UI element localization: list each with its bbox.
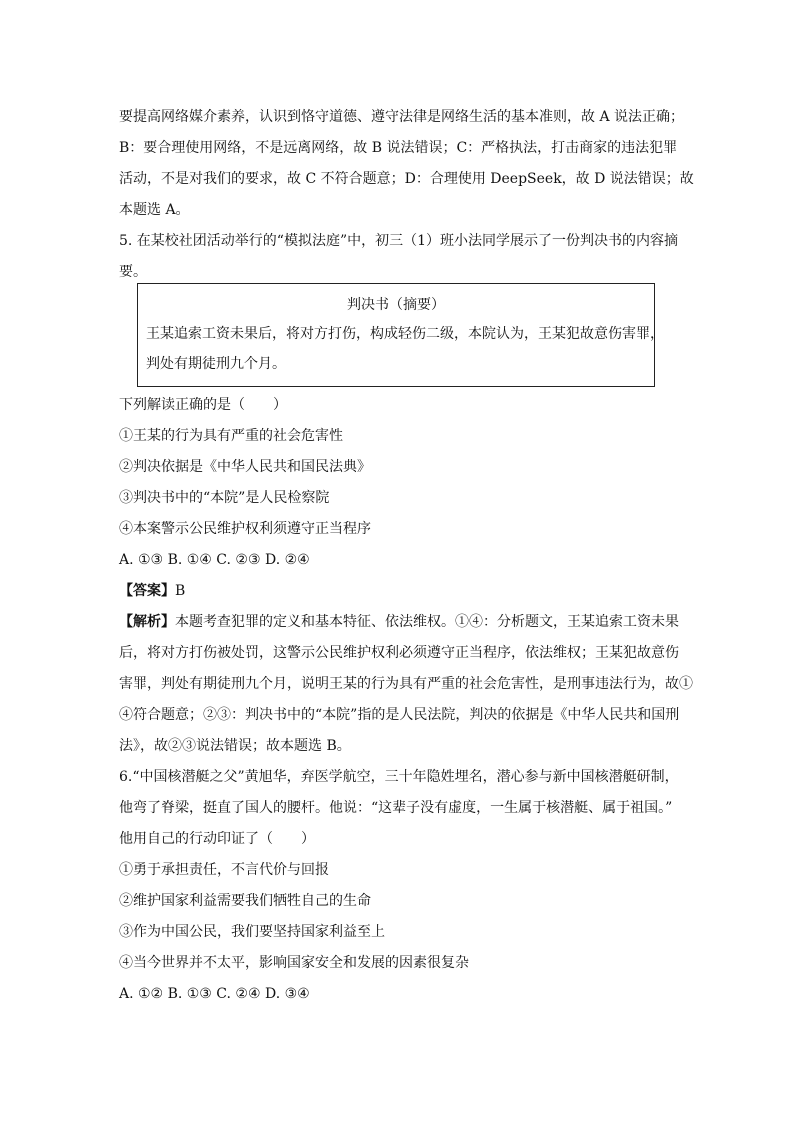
question-6-stem: 6.“中国核潜艇之父”黄旭华，弃医学航空，三十年隐姓埋名，潜心参与新中国核潜艇研制，	[119, 769, 679, 785]
question-5-body	[119, 390, 693, 1010]
analysis-line	[119, 607, 693, 638]
question-5-stem: 要。	[119, 264, 147, 280]
question-6-stem: 他弯了脊梁，挺直了国人的腰杆。他说：“这辈子没有虚度，一生属于核潜艇、属于祖国。”	[119, 800, 673, 816]
statement-item: ④本案警示公民维护权利须遵守正当程序	[119, 521, 371, 537]
answer-options: A. ①③ B. ①④ C. ②③ D. ②④	[119, 552, 310, 568]
judgment-line: 判处有期徒刑九个月。	[146, 356, 286, 372]
analysis-label: 【解析】	[119, 614, 175, 630]
judgment-line: 王某追索工资未果后，将对方打伤，构成轻伤二级，本院认为，王某犯故意伤害罪，	[146, 326, 664, 342]
statement-item: ③判决书中的“本院”是人民检察院	[119, 490, 330, 506]
question-prompt: 下列解读正确的是（ ）	[119, 397, 287, 413]
statement-item: ①王某的行为具有严重的社会危害性	[119, 428, 343, 444]
statement-item: ④当今世界并不太平，影响国家安全和发展的因素很复杂	[119, 955, 469, 971]
answer-line	[119, 576, 693, 607]
statement-item: ①勇于承担责任，不言代价与回报	[119, 862, 329, 878]
statement-item: ②维护国家利益需要我们牺牲自己的生命	[119, 893, 371, 909]
judgment-title: 判决书（摘要）	[347, 297, 445, 313]
judgment-summary-box	[137, 283, 664, 387]
question-5-stem: 5. 在某校社团活动举行的“模拟法庭”中，初三（1）班小法同学展示了一份判决书的内容摘	[119, 233, 679, 249]
question-6-stem: 他用自己的行动印证了（ ）	[119, 831, 315, 847]
analysis-line: ④符合题意；②③：判决书中的“本院”指的是人民法院，判决的依据是《中华人民共和国刑	[119, 707, 680, 723]
analysis-line: 后，将对方打伤被处罚，这警示公民维护权利必须遵守正当程序，依法维权；王某犯故意伤	[119, 645, 679, 661]
intro-line: 要提高网络媒介素养，认识到恪守道德、遵守法律是网络生活的基本准则，故 A 说法正确；	[119, 109, 685, 125]
statement-item: ②判决依据是《中华人民共和国民法典》	[119, 459, 371, 475]
answer-label: 【答案】	[119, 583, 175, 599]
analysis-line: 法》，故②③说法错误；故本题选 B。	[119, 738, 351, 754]
statement-item: ③作为中国公民，我们要坚持国家利益至上	[119, 924, 385, 940]
analysis-text: 本题考查犯罪的定义和基本特征、依法维权。①④：分析题文，王某追索工资未果	[175, 614, 679, 630]
answer-options: A. ①② B. ①③ C. ②④ D. ③④	[119, 986, 310, 1002]
intro-line: 活动，不是对我们的要求，故 C 不符合题意；D：合理使用 DeepSeek，故 D 说法错误；故	[119, 171, 694, 187]
intro-paragraph	[119, 102, 694, 288]
intro-line: 本题选 A。	[119, 202, 190, 218]
analysis-line: 害罪，判处有期徒刑九个月，说明王某的行为具有严重的社会危害性，是刑事违法行为，故①	[119, 676, 693, 692]
answer-value: B	[175, 583, 186, 599]
intro-line: B：要合理使用网络，不是远离网络，故 B 说法错误；C：严格执法，打击商家的违法犯罪	[119, 140, 678, 156]
